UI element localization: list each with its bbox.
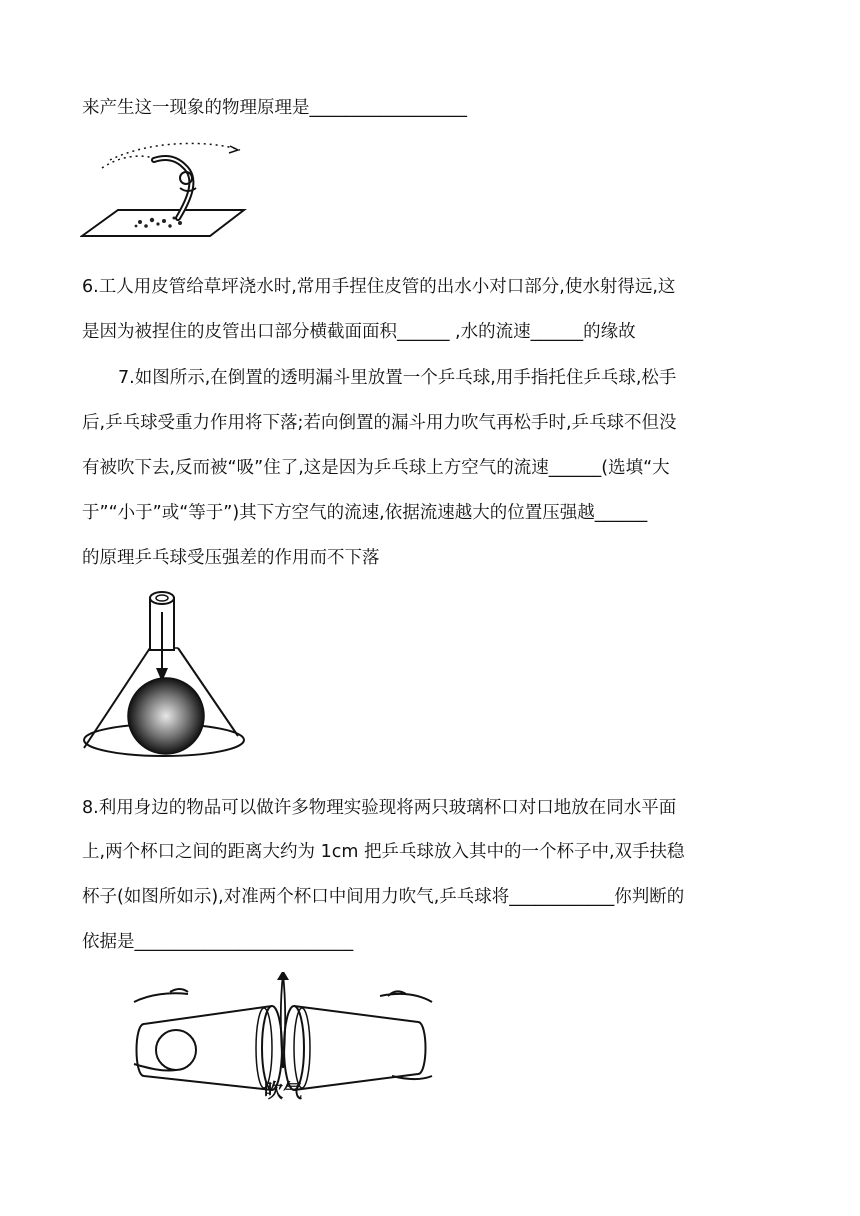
q7-text-line-1: 7.如图所示,在倒置的透明漏斗里放置一个乒乓球,用手指托住乒乓球,松手 [118, 368, 677, 388]
q8-text-line-1: 8.利用身边的物品可以做许多物理实验现将两只玻璃杯口对口地放在同水平面 [82, 798, 677, 818]
two-cups-figure [130, 972, 436, 1108]
q8-text-line-3: 杯子(如图所如示),对准两个杯口中间用力吹气,乒乓球将____________你判断的 [82, 887, 685, 907]
blow-label: 吹气 [264, 1080, 303, 1102]
q7-text-line-2: 后,乒乓球受重力作用将下落;若向倒置的漏斗用力吹气再松手时,乒乓球不但没 [82, 413, 677, 433]
q6-text-line-1: 6.工人用皮管给草坪浇水时,常用手捏住皮管的出水小对口部分,使水射得远,这 [82, 277, 676, 297]
q5-text-line-1: 来产生这一现象的物理原理是__________________ [82, 98, 467, 118]
q7-text-line-4: 于”“小于”或“等于”)其下方空气的流速,依据流速越大的位置压强越______ [82, 503, 648, 523]
q8-text-line-4: 依据是_________________________ [82, 932, 354, 952]
funnel-figure [80, 588, 248, 766]
q6-text-line-2: 是因为被捏住的皮管出口部分横截面面积______ ,水的流速______的缘故 [82, 322, 636, 342]
sprinkler-figure [80, 138, 250, 240]
q7-text-line-3: 有被吹下去,反而被“吸”住了,这是因为乒乓球上方空气的流速______(选填“大 [82, 458, 670, 478]
q8-text-line-2: 上,两个杯口之间的距离大约为 1cm 把乒乓球放入其中的一个杯子中,双手扶稳 [82, 842, 685, 862]
q7-text-line-5: 的原理乒乓球受压强差的作用而不下落 [82, 548, 380, 568]
